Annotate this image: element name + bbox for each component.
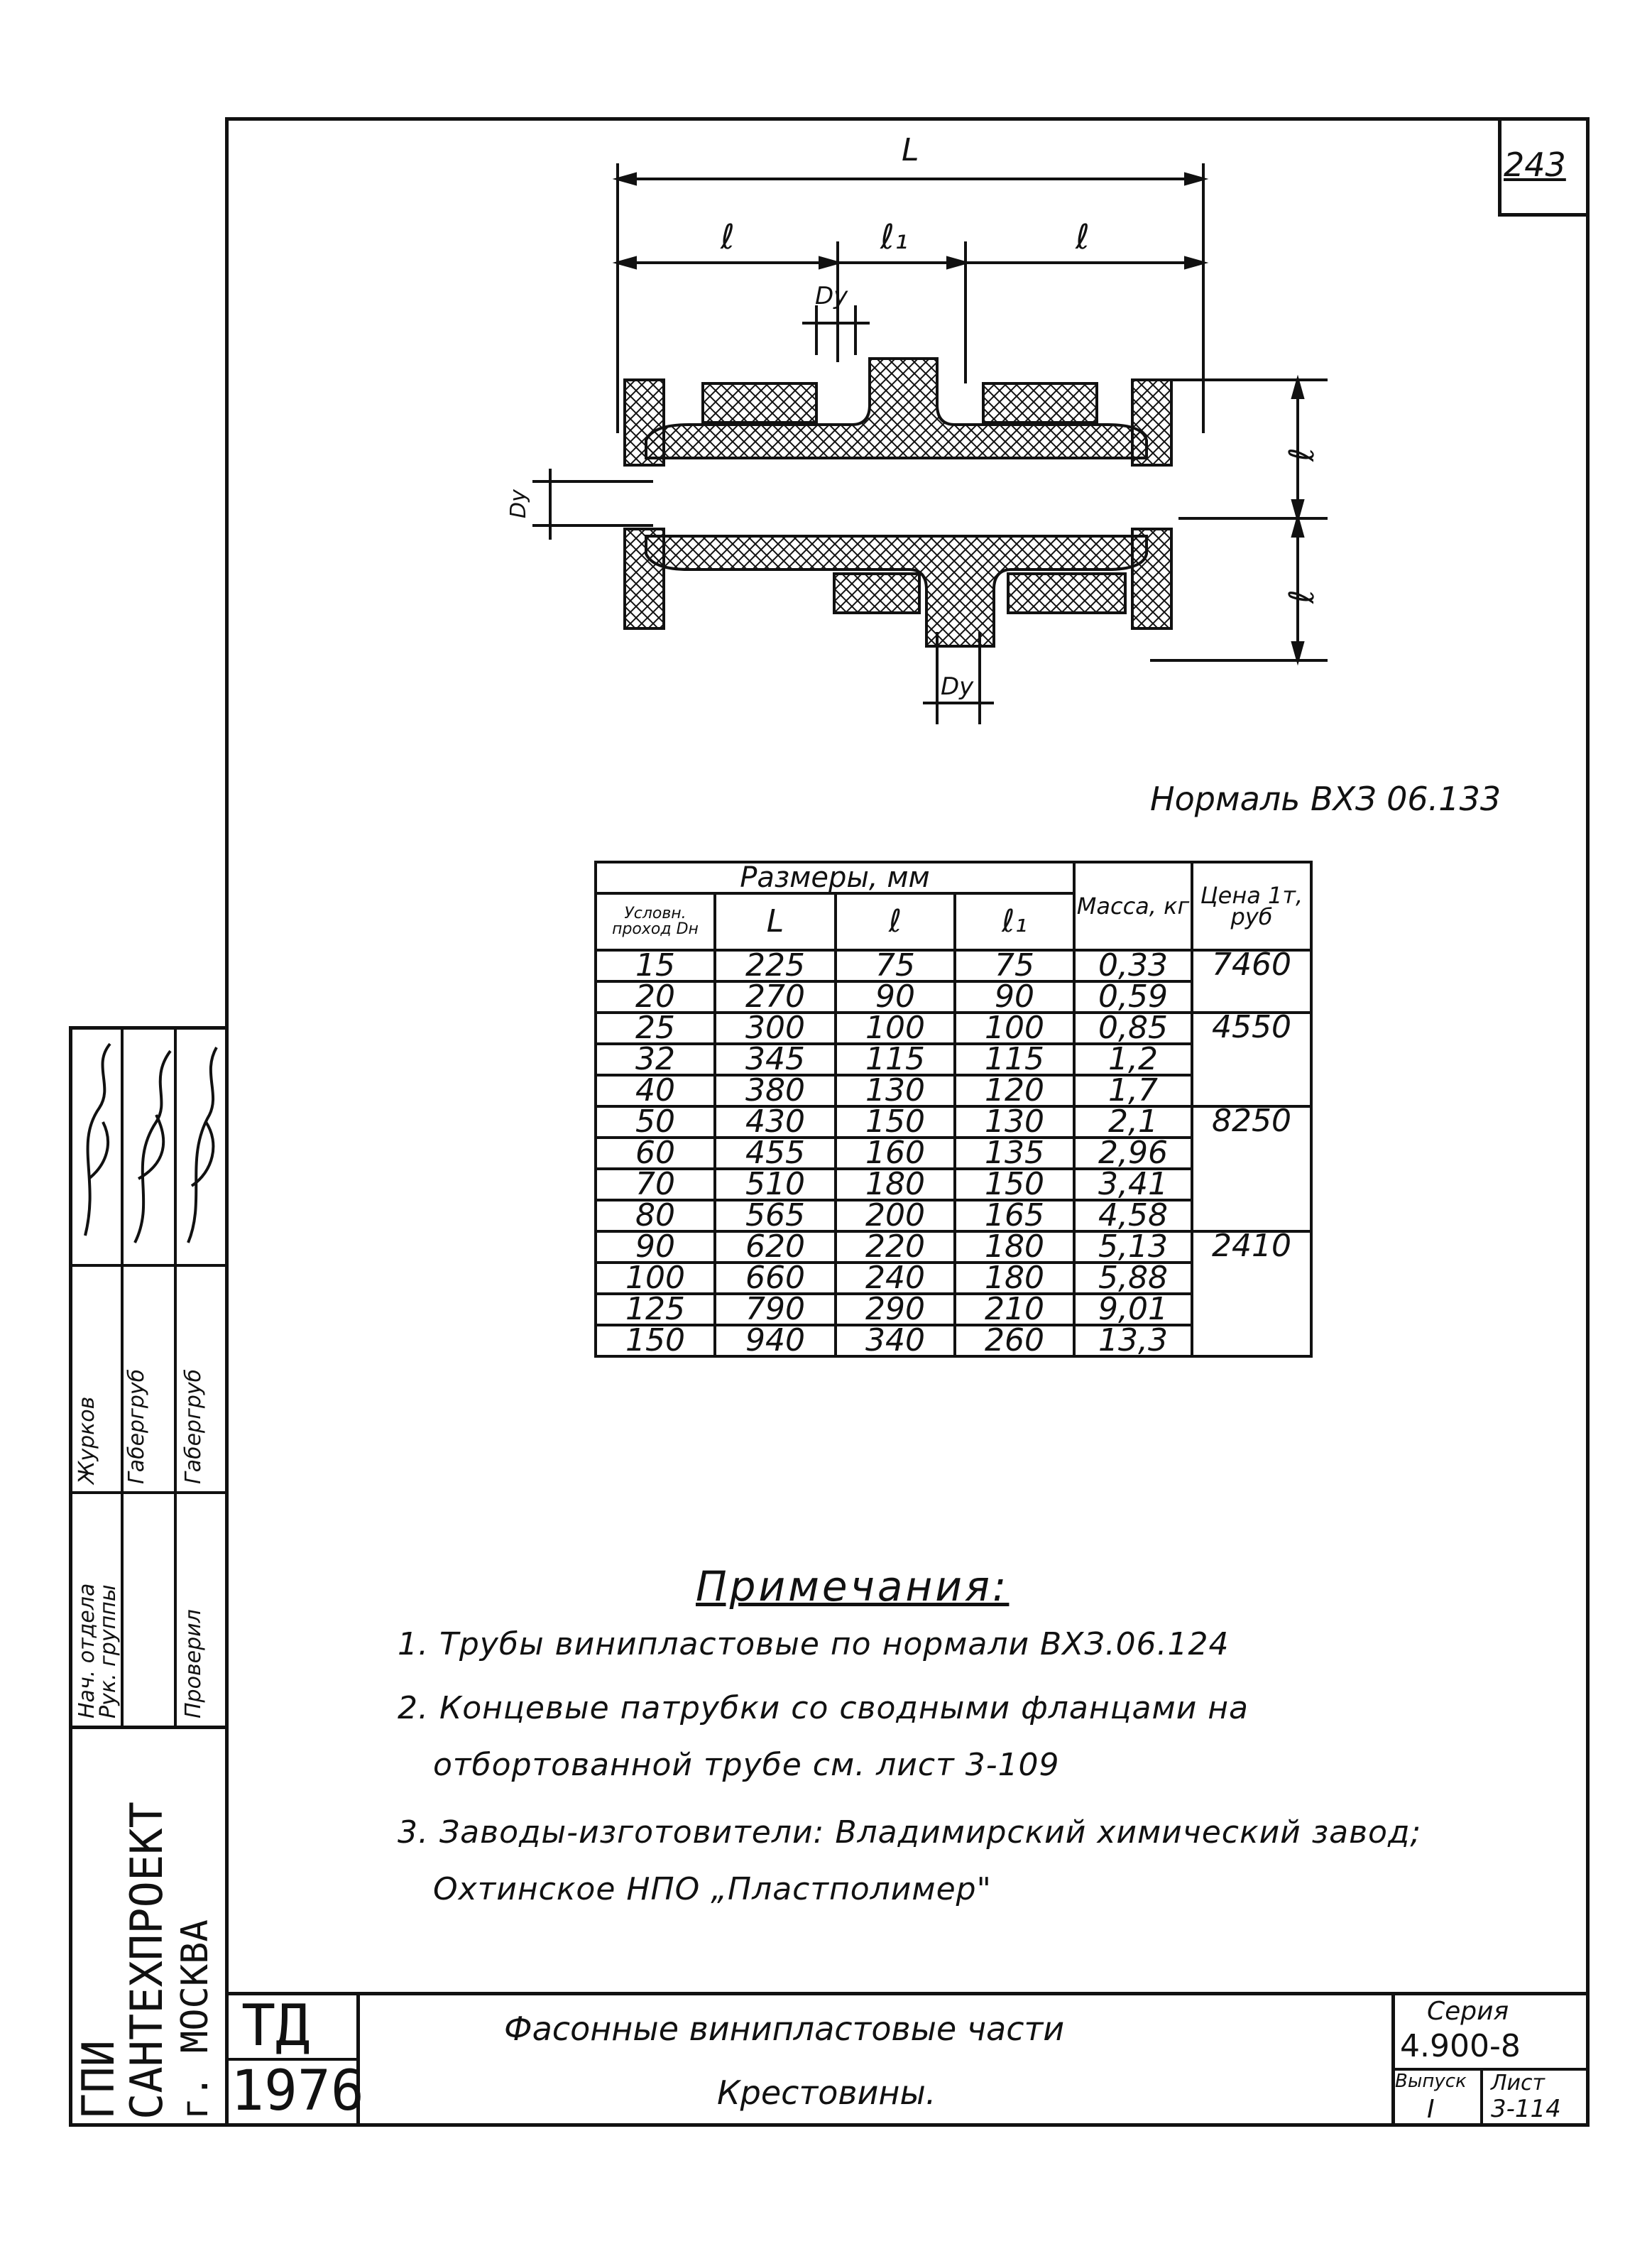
cell-mass: 1,7 [1074,1075,1192,1106]
sheet-number: 243 [1504,146,1566,184]
issue-value: I [1427,2095,1435,2124]
dim-l-right-label: ℓ [1076,217,1090,257]
dim-dy-top-label: Dy [815,282,848,310]
cell-l1: 210 [955,1294,1074,1325]
title-line-2: Крестовины. [717,2074,936,2112]
cell-l1: 75 [955,950,1074,981]
header-mass: Масса, кг [1074,862,1192,950]
table-row [596,1013,1311,1044]
cell-L: 660 [715,1263,836,1294]
cell-L: 380 [715,1075,836,1106]
cell-price: 4550 [1192,1013,1311,1106]
cell-price: 2410 [1192,1231,1311,1356]
cell-dn: 40 [596,1075,715,1106]
header-L: L [715,893,836,950]
cell-mass: 2,1 [1074,1106,1192,1138]
stamp-name-1: Журков [75,1396,99,1484]
cell-l1: 90 [955,981,1074,1013]
cell-l: 220 [836,1231,955,1263]
cell-mass: 2,96 [1074,1138,1192,1169]
stamp-role-1: Нач. отдела [75,1583,99,1718]
cell-price: 7460 [1192,950,1311,1013]
table-row [596,1106,1311,1138]
cell-l1: 180 [955,1231,1074,1263]
title-line-1: Фасонные винипластовые части [504,2010,1065,2048]
cell-L: 270 [715,981,836,1013]
cell-l1: 135 [955,1138,1074,1169]
cell-l: 240 [836,1263,955,1294]
cell-dn: 70 [596,1169,715,1200]
cell-l: 115 [836,1044,955,1075]
normal-reference: Нормаль ВХЗ 06.133 [1150,780,1501,818]
cell-l1: 165 [955,1200,1074,1231]
cell-mass: 3,41 [1074,1169,1192,1200]
dim-l-left-label: ℓ [721,217,735,257]
cell-L: 225 [715,950,836,981]
header-dn: Условн. проход Dн [596,893,715,950]
cell-mass: 13,3 [1074,1325,1192,1356]
series-value: 4.900-8 [1400,2028,1521,2064]
dim-l1-label: ℓ₁ [880,217,909,257]
dim-dy-left-label: Dy [506,489,531,518]
cell-mass: 1,2 [1074,1044,1192,1075]
sheet-label: Лист [1491,2071,1546,2096]
cell-dn: 80 [596,1200,715,1231]
dim-l-vert-top-label: ℓ [1282,447,1322,462]
issue-label: Выпуск [1395,2071,1467,2092]
dim-L-label: L [902,135,919,168]
dimensions-table [594,861,1313,1358]
cell-mass: 9,01 [1074,1294,1192,1325]
table-row [596,1231,1311,1263]
cross-fitting-drawing [483,135,1377,760]
issue-divider [1480,2068,1483,2127]
header-l1: ℓ₁ [955,893,1074,950]
cell-l: 160 [836,1138,955,1169]
cell-dn: 32 [596,1044,715,1075]
sheet-value: 3-114 [1491,2095,1561,2123]
cell-dn: 50 [596,1106,715,1138]
note-3b: Охтинское НПО „Пластполимер" [433,1871,992,1907]
stamp-role-3: Проверил [181,1609,206,1718]
note-2: 2. Концевые патрубки со сводными фланцами на [398,1690,1249,1726]
cell-dn: 25 [596,1013,715,1044]
cell-L: 565 [715,1200,836,1231]
cell-l: 180 [836,1169,955,1200]
cell-L: 620 [715,1231,836,1263]
series-label: Серия [1427,1997,1509,2026]
header-dimensions: Размеры, мм [596,862,1074,893]
side-stamp-rowline [69,1264,225,1267]
cell-l: 200 [836,1200,955,1231]
stamp-name-3: Габергруб [181,1368,206,1484]
cell-mass: 4,58 [1074,1200,1192,1231]
cell-l: 340 [836,1325,955,1356]
cell-dn: 60 [596,1138,715,1169]
cell-L: 940 [715,1325,836,1356]
note-1: 1. Трубы винипластовые по нормали ВХЗ.06.124 [398,1626,1230,1662]
side-stamp-rowline [69,1491,225,1494]
cell-l1: 115 [955,1044,1074,1075]
cell-dn: 125 [596,1294,715,1325]
dim-dy-bottom-label: Dy [941,672,974,701]
table-row [596,950,1311,981]
cell-l1: 100 [955,1013,1074,1044]
notes-title: Примечания: [696,1562,1010,1611]
cell-l1: 130 [955,1106,1074,1138]
signatures [71,1037,224,1250]
cell-L: 455 [715,1138,836,1169]
cell-price: 8250 [1192,1106,1311,1231]
note-2b: отбортованной трубе см. лист 3-109 [433,1747,1060,1783]
side-stamp-divider [69,1726,225,1729]
cell-l: 100 [836,1013,955,1044]
cell-mass: 0,59 [1074,981,1192,1013]
cell-l: 150 [836,1106,955,1138]
stamp-role-2: Рук. группы [96,1584,121,1718]
org-santehproekt: САНТЕХПРОЕКТ [121,1802,173,2120]
dim-l-vert-bottom-label: ℓ [1282,589,1322,604]
cell-L: 345 [715,1044,836,1075]
cell-dn: 150 [596,1325,715,1356]
cell-l1: 150 [955,1169,1074,1200]
year: 1976 [231,2059,364,2123]
cell-L: 430 [715,1106,836,1138]
cell-l1: 180 [955,1263,1074,1294]
header-price: Цена 1т, руб [1192,862,1311,950]
cell-l1: 120 [955,1075,1074,1106]
note-3: 3. Заводы-изготовители: Владимирский химический завод; [398,1814,1422,1851]
cell-L: 300 [715,1013,836,1044]
cell-dn: 100 [596,1263,715,1294]
header-l: ℓ [836,893,955,950]
cell-dn: 20 [596,981,715,1013]
cell-mass: 0,33 [1074,950,1192,981]
org-city: г. МОСКВА [174,1919,217,2120]
stamp-name-2: Габергруб [124,1368,149,1484]
cell-l: 90 [836,981,955,1013]
cell-L: 790 [715,1294,836,1325]
cell-l: 75 [836,950,955,981]
cell-l1: 260 [955,1325,1074,1356]
cell-l: 130 [836,1075,955,1106]
cell-dn: 15 [596,950,715,981]
cell-l: 290 [836,1294,955,1325]
org-gpi: ГПИ [72,2040,124,2120]
cell-L: 510 [715,1169,836,1200]
cell-mass: 5,13 [1074,1231,1192,1263]
cell-dn: 90 [596,1231,715,1263]
td-code: ТД [241,1993,310,2059]
cell-mass: 0,85 [1074,1013,1192,1044]
cell-mass: 5,88 [1074,1263,1192,1294]
